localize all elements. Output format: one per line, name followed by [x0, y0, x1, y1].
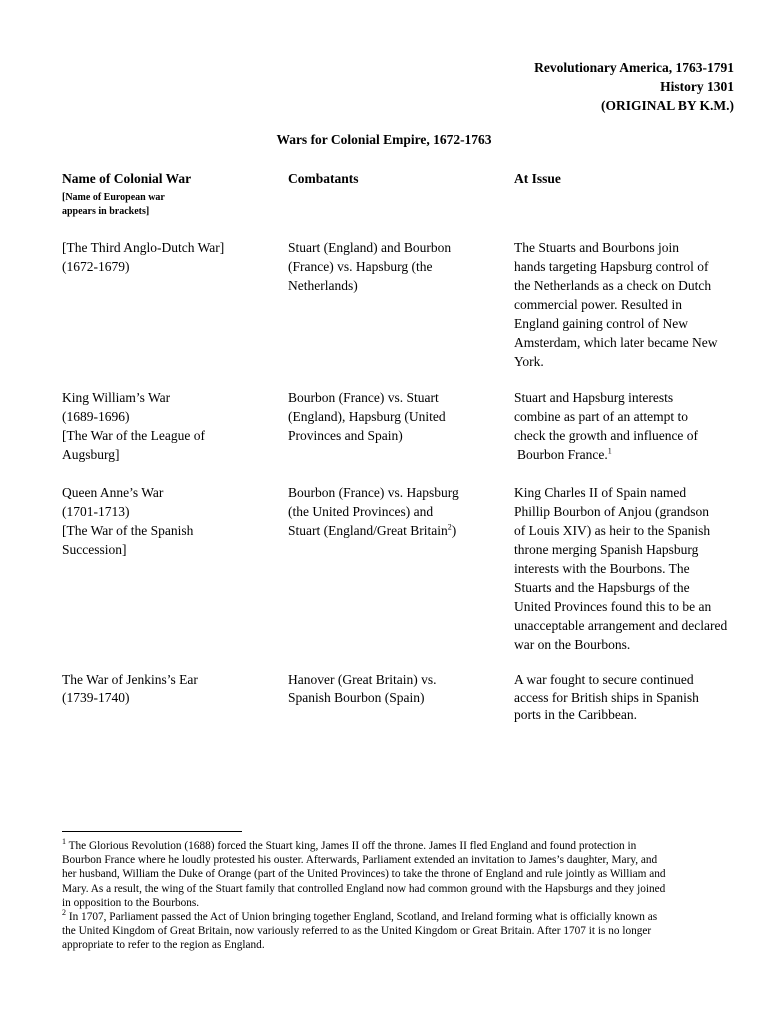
- war-name-line: Augsburg]: [62, 447, 120, 462]
- row-3-issue: [514, 483, 736, 654]
- row-4-issue: [514, 671, 736, 724]
- war-name-line: (1701-1713): [62, 504, 130, 519]
- footnote-line: appropriate to refer to the region as England.: [62, 939, 265, 952]
- war-name-line: (1672-1679): [62, 259, 130, 274]
- row-3-war-name: [62, 483, 277, 559]
- issue-line: of Louis XIV) as heir to the Spanish: [514, 523, 711, 538]
- issue-text: Bourbon France.: [517, 447, 608, 462]
- footnote-2: [62, 910, 742, 953]
- war-name-line: (1689-1696): [62, 409, 130, 424]
- row-1-issue: [514, 238, 736, 371]
- combatants-line: Bourbon (France) vs. Stuart: [288, 390, 439, 405]
- row-4-combatants: [288, 671, 473, 706]
- issue-line: hands targeting Hapsburg control of: [514, 259, 709, 274]
- footnote-line: in opposition to the Bourbons.: [62, 896, 200, 909]
- page-title: Wars for Colonial Empire, 1672-1763: [276, 132, 492, 147]
- issue-line: unacceptable arrangement and declared: [514, 618, 728, 633]
- issue-line: Stuart and Hapsburg interests: [514, 390, 674, 405]
- combatants-line: Bourbon (France) vs. Hapsburg: [288, 485, 459, 500]
- combatants-line: (France) vs. Hapsburg (the: [288, 259, 433, 274]
- footnote-1: [62, 839, 742, 910]
- issue-line: Amsterdam, which later became New: [514, 335, 718, 350]
- footnote-ref-1[interactable]: 1: [607, 446, 612, 456]
- author-note: (ORIGINAL BY K.M.): [600, 98, 734, 113]
- issue-line: The Stuarts and Bourbons join: [514, 240, 679, 255]
- combatants-line: Netherlands): [288, 278, 358, 293]
- war-name-line: [The Third Anglo-Dutch War]: [62, 240, 225, 255]
- footnote-line: [62, 910, 742, 924]
- footnote-mark: 1: [62, 837, 66, 847]
- war-name-line: King William’s War: [62, 390, 171, 405]
- combatants-line: Spanish Bourbon (Spain): [288, 689, 425, 705]
- row-1-war-name: [62, 238, 277, 276]
- issue-line: commercial power. Resulted in: [514, 297, 682, 312]
- issue-line: ports in the Caribbean.: [514, 707, 637, 722]
- combatants-text: Stuart (England/Great Britain: [288, 523, 448, 538]
- row-2-issue: [514, 388, 736, 464]
- issue-line: Phillip Bourbon of Anjou (grandson: [514, 504, 709, 519]
- footnote-line: her husband, William the Duke of Orange (part of the United Provinces) to take the throne of England and rule jointly as William and: [62, 868, 666, 881]
- footnote-line: Bourbon France where he loudly protested his ouster. Afterwards, Parliament extended an invitation to James’s daughter, Mary, and: [62, 854, 658, 867]
- issue-line: interests with the Bourbons. The: [514, 561, 690, 576]
- issue-line: access for British ships in Spanish: [514, 689, 699, 705]
- column-header-combatants: Combatants: [288, 171, 359, 186]
- row-3-combatants: [288, 483, 473, 540]
- combatants-line: Provinces and Spain): [288, 428, 403, 443]
- column-header-issue: At Issue: [514, 171, 561, 186]
- war-name-line: (1739-1740): [62, 689, 130, 705]
- issue-line: Stuarts and the Hapsburgs of the: [514, 580, 690, 595]
- issue-line: throne merging Spanish Hapsburg: [514, 542, 699, 557]
- issue-line: [514, 445, 736, 464]
- footnote-text: In 1707, Parliament passed the Act of Union bringing together England, Scotland, and Ireland forming what is officially known as: [66, 911, 658, 923]
- war-note-line: appears in brackets]: [62, 206, 150, 217]
- combatants-line: Stuart (England) and Bourbon: [288, 240, 452, 255]
- combatants-text-end: ): [451, 523, 457, 538]
- footnote-line: [62, 839, 742, 853]
- column-header-war: Name of Colonial War: [62, 171, 192, 186]
- war-name-line: [The War of the Spanish: [62, 523, 194, 538]
- footnote-text: The Glorious Revolution (1688) forced the Stuart king, James II off the throne. James II fled England and found protection in: [66, 840, 637, 852]
- war-name-line: [The War of the League of: [62, 428, 205, 443]
- row-4-war-name: [62, 671, 277, 706]
- row-1-combatants: [288, 238, 473, 295]
- combatants-line: (the United Provinces) and: [288, 504, 434, 519]
- war-name-line: Succession]: [62, 542, 127, 557]
- course-title: Revolutionary America, 1763-1791: [534, 60, 734, 75]
- row-2-war-name: [62, 388, 277, 464]
- course-number: History 1301: [660, 79, 734, 94]
- combatants-line: [288, 521, 473, 540]
- row-2-combatants: [288, 388, 473, 445]
- document-header: [534, 58, 734, 115]
- footnote-divider: [62, 831, 242, 832]
- footnote-ref-2[interactable]: 2: [447, 522, 452, 532]
- issue-line: A war fought to secure continued: [514, 672, 694, 687]
- column-header-war-note: [62, 191, 242, 219]
- issue-line: the Netherlands as a check on Dutch: [514, 278, 712, 293]
- war-name-line: The War of Jenkins’s Ear: [62, 672, 198, 687]
- issue-line: war on the Bourbons.: [514, 637, 631, 652]
- issue-line: King Charles II of Spain named: [514, 485, 687, 500]
- issue-line: United Provinces found this to be an: [514, 599, 712, 614]
- combatants-line: (England), Hapsburg (United: [288, 409, 446, 424]
- footnote-line: Mary. As a result, the wing of the Stuart family that controlled England now had common ground with the Hapsburgs and they joined: [62, 882, 666, 895]
- issue-line: York.: [514, 354, 544, 369]
- issue-line: check the growth and influence of: [514, 428, 699, 443]
- war-name-line: Queen Anne’s War: [62, 485, 164, 500]
- issue-line: combine as part of an attempt to: [514, 409, 688, 424]
- issue-line: England gaining control of New: [514, 316, 688, 331]
- war-note-line: [Name of European war: [62, 192, 165, 203]
- footnote-mark: 2: [62, 908, 66, 918]
- footnote-line: the United Kingdom of Great Britain, now variously referred to as the United Kingdom or Great Britain. After 1707 it is no longer: [62, 925, 652, 938]
- combatants-line: Hanover (Great Britain) vs.: [288, 672, 437, 687]
